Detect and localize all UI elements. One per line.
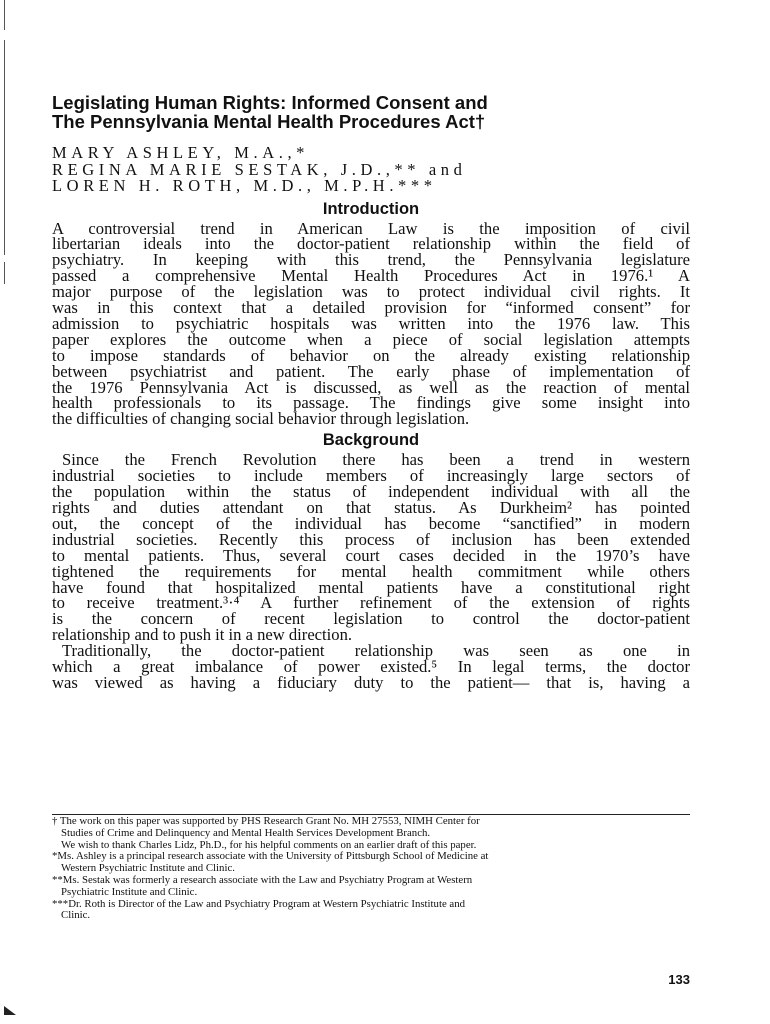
article-title-line-2: The Pennsylvania Mental Health Procedures Act† [52, 111, 486, 132]
author-line: LOREN H. ROTH, M.D., M.P.H.*** [52, 176, 437, 195]
footnote-line: *Ms. Ashley is a principal research associate with the University of Pittsburgh School of Medicine at [52, 850, 489, 863]
text-line: major purpose of the legislation was to protect individual civil rights. It [52, 282, 690, 302]
text-line: have found that hospitalized mental patients have a constitutional right [52, 577, 690, 597]
text-line: the difficulties of changing social behavior through legislation. [52, 409, 470, 429]
footnote-line: We wish to thank Charles Lidz, Ph.D., for his helpful comments on an earlier draft of this paper. [61, 838, 477, 851]
text-line: Since the French Revolution there has been a trend in western [62, 450, 690, 470]
background-paragraph [52, 452, 690, 691]
text-line: between psychiatrist and patient. The early phase of implementation of [52, 361, 690, 381]
introduction-paragraph [52, 218, 690, 429]
article-title-line-1: Legislating Human Rights: Informed Consent and [52, 92, 488, 113]
text-line: the population within the status of independent individual with all the [52, 482, 690, 502]
scan-margin-line [4, 0, 5, 30]
text-line: out, the concept of the individual has become “sanctified” in modern [52, 513, 690, 533]
text-line: rights and duties attendant on that status. As Durkheim² has pointed [52, 498, 690, 517]
text-line: was in this context that a detailed provision for “informed consent” for [52, 298, 690, 318]
text-line: to mental patients. Thus, several court cases decided in the 1970’s have [52, 545, 690, 565]
text-line: to impose standards of behavior on the already existing relationship [52, 345, 690, 365]
author-list [52, 145, 690, 195]
text-line: health professionals to its passage. The findings give some insight into [52, 393, 690, 413]
author-line: MARY ASHLEY, M.A.,* [52, 143, 310, 162]
footnote-line: Studies of Crime and Delinquency and Mental Health Services Development Branch. [61, 826, 431, 839]
text-line: paper explores the outcome when a piece of social legislation attempts [52, 329, 690, 349]
section-heading-background: Background [322, 431, 420, 450]
footnote-line: Clinic. [61, 909, 91, 922]
text-line: industrial societies to include members of increasingly large sectors of [52, 466, 690, 486]
footnote-line: Western Psychiatric Institute and Clinic. [61, 862, 235, 875]
section-heading-introduction: Introduction [322, 199, 420, 218]
text-line: relationship and to push it in a new direction. [52, 625, 353, 645]
article-body [52, 93, 690, 691]
footnotes [52, 814, 690, 922]
text-line: Traditionally, the doctor-patient relationship was seen as one in [62, 641, 690, 661]
footnote-line: † The work on this paper was supported by PHS Research Grant No. MH 27553, NIMH Center for [52, 815, 480, 827]
article-title [52, 93, 690, 131]
scan-margin-line [4, 262, 5, 284]
text-line: admission to psychiatric hospitals was written into the 1976 law. This [52, 313, 690, 333]
text-line: A controversial trend in American Law is the imposition of civil [52, 218, 690, 238]
text-line: passed a comprehensive Mental Health Procedures Act in 1976.¹ A [52, 266, 690, 286]
page-number: 133 [668, 972, 690, 987]
text-line: the 1976 Pennsylvania Act is discussed, as well as the reaction of mental [52, 377, 690, 397]
footnote-line: **Ms. Sestak was formerly a research associate with the Law and Psychiatry Program at Western [52, 873, 473, 886]
text-line: which a great imbalance of power existed.⁵ In legal terms, the doctor [52, 657, 690, 677]
footnote-line: Psychiatric Institute and Clinic. [61, 885, 198, 898]
text-line: libertarian ideals into the doctor-patient relationship within the field of [52, 234, 690, 254]
text-line: tightened the requirements for mental health commitment while others [52, 561, 690, 581]
scan-corner-mark [4, 1006, 16, 1015]
text-line: to receive treatment.³·⁴ A further refinement of the extension of rights [52, 593, 690, 613]
footnote-line: ***Dr. Roth is Director of the Law and Psychiatry Program at Western Psychiatric Institute and [52, 897, 466, 910]
scan-margin-line [4, 40, 5, 255]
text-line: industrial societies. Recently this process of inclusion has been extended [52, 529, 690, 549]
author-line: REGINA MARIE SESTAK, J.D.,** and [52, 159, 467, 179]
text-line: is the concern of recent legislation to control the doctor-patient [52, 609, 690, 629]
text-line: was viewed as having a fiduciary duty to the patient— that is, having a [52, 672, 690, 692]
text-line: psychiatry. In keeping with this trend, the Pennsylvania legislature [52, 250, 690, 270]
